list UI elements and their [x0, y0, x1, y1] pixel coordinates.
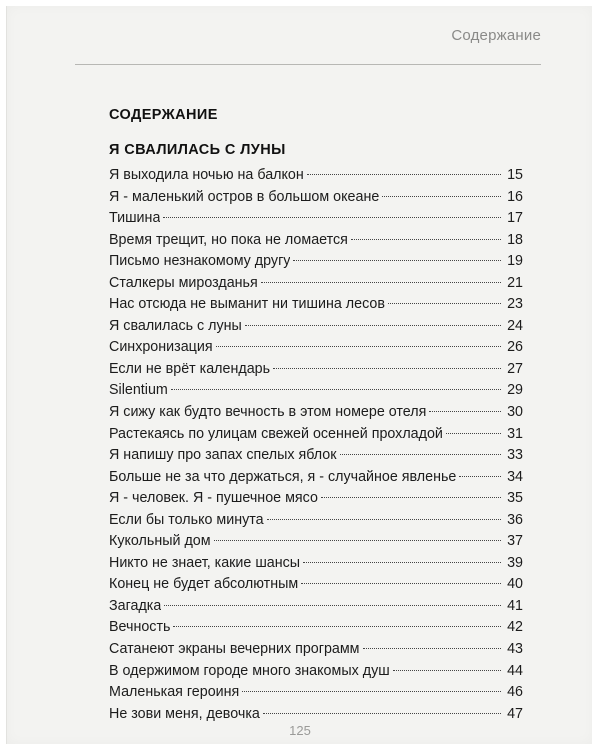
- toc-entry-title: Кукольный дом: [109, 533, 211, 550]
- dot-leader: [393, 670, 501, 671]
- toc-entry-title: Я выходила ночью на балкон: [109, 167, 304, 183]
- toc-entry-title: Синхронизация: [109, 339, 213, 356]
- toc-entry: [109, 488, 523, 510]
- toc-entry: [109, 510, 523, 532]
- dot-leader: [164, 605, 501, 606]
- dot-leader: [173, 626, 501, 627]
- dot-leader: [261, 282, 501, 283]
- toc-entry-title: Если бы только минута: [109, 511, 264, 528]
- toc-entry-page: 27: [507, 360, 523, 377]
- toc-entry: [109, 380, 523, 402]
- toc-entry: [109, 596, 523, 618]
- toc-entry-page: 15: [507, 167, 523, 183]
- toc-entry: [109, 445, 523, 467]
- toc-entry-title: Письмо незнакомому другу: [109, 253, 291, 270]
- toc-entry-page: 42: [507, 619, 523, 636]
- toc-entry: [109, 424, 523, 446]
- toc-entry-page: 23: [507, 296, 523, 313]
- toc-entry-page: 47: [507, 705, 523, 722]
- toc-entry: [109, 402, 523, 424]
- toc-entry-title: Растекаясь по улицам свежей осенней прохладой: [109, 425, 443, 442]
- toc-entry-title: Не зови меня, девочка: [109, 705, 260, 722]
- toc-entry: [109, 467, 523, 489]
- dot-leader: [382, 196, 501, 197]
- toc-list: [109, 165, 523, 725]
- dot-leader: [446, 433, 501, 434]
- toc-entry-page: 17: [507, 210, 523, 227]
- toc-entry: [109, 704, 523, 726]
- toc-entry-title: Больше не за что держаться, я - случайное явленье: [109, 468, 457, 485]
- toc-entry-title: Вечность: [109, 619, 171, 636]
- toc-entry-page: 21: [507, 274, 523, 291]
- dot-leader: [293, 260, 501, 261]
- toc-entry: [109, 682, 523, 704]
- running-header-title: Содержание: [451, 27, 541, 44]
- toc-entry-page: 37: [507, 533, 523, 550]
- toc-entry: [109, 359, 523, 381]
- toc-entry-title: В одержимом городе много знакомых душ: [109, 662, 390, 679]
- toc-entry-page: 16: [507, 188, 523, 205]
- toc-entry: [109, 661, 523, 683]
- dot-leader: [429, 411, 501, 412]
- toc-entry: [109, 273, 523, 295]
- toc-title: СОДЕРЖАНИЕ: [109, 107, 218, 123]
- toc-entry: [109, 187, 523, 209]
- toc-entry-page: 35: [507, 490, 523, 507]
- dot-leader: [388, 303, 501, 304]
- toc-entry-title: Сталкеры мирозданья: [109, 274, 258, 291]
- toc-entry: [109, 639, 523, 661]
- dot-leader: [273, 368, 501, 369]
- dot-leader: [216, 346, 501, 347]
- toc-entry-title: Конец не будет абсолютным: [109, 576, 299, 593]
- toc-entry-title: Загадка: [109, 597, 162, 614]
- toc-entry-page: 31: [507, 425, 523, 442]
- toc-entry-page: 18: [507, 231, 523, 248]
- toc-entry-title: Тишина: [109, 210, 161, 227]
- dot-leader: [340, 454, 501, 455]
- toc-entry-page: 24: [507, 317, 523, 334]
- toc-entry: [109, 165, 523, 187]
- toc-entry-page: 33: [507, 447, 523, 464]
- dot-leader: [303, 562, 501, 563]
- toc-entry: [109, 251, 523, 273]
- toc-entry: [109, 208, 523, 230]
- page-edge: [592, 0, 600, 750]
- toc-entry: [109, 294, 523, 316]
- toc-entry-title: Я сижу как будто вечность в этом номере отеля: [109, 404, 427, 421]
- toc-entry-title: Сатанеют экраны вечерних программ: [109, 641, 360, 658]
- toc-entry-title: Если не врёт календарь: [109, 360, 271, 377]
- section-title: Я СВАЛИЛАСЬ С ЛУНЫ: [109, 142, 286, 158]
- dot-leader: [267, 519, 501, 520]
- toc-entry-title: Я напишу про запах спелых яблок: [109, 447, 337, 464]
- toc-entry: [109, 574, 523, 596]
- toc-entry-page: 26: [507, 339, 523, 356]
- toc-entry-page: 40: [507, 576, 523, 593]
- dot-leader: [242, 691, 501, 692]
- toc-entry-title: Время трещит, но пока не ломается: [109, 231, 348, 248]
- toc-entry-page: 44: [507, 662, 523, 679]
- dot-leader: [321, 497, 501, 498]
- toc-entry-title: Silentium: [109, 382, 168, 399]
- toc-entry-title: Маленькая героиня: [109, 684, 240, 701]
- toc-entry-page: 39: [507, 554, 523, 571]
- dot-leader: [214, 540, 501, 541]
- toc-entry-page: 34: [507, 468, 523, 485]
- toc-entry: [109, 553, 523, 575]
- toc-entry-title: Я - человек. Я - пушечное мясо: [109, 490, 318, 507]
- toc-entry: [109, 316, 523, 338]
- dot-leader: [459, 476, 501, 477]
- toc-entry-page: 36: [507, 511, 523, 528]
- dot-leader: [171, 389, 501, 390]
- toc-entry: [109, 617, 523, 639]
- dot-leader: [301, 583, 501, 584]
- toc-entry-title: Нас отсюда не выманит ни тишина лесов: [109, 296, 385, 313]
- dot-leader: [245, 325, 501, 326]
- toc-entry-title: Я свалилась с луны: [109, 317, 242, 334]
- dot-leader: [263, 713, 501, 714]
- toc-entry-page: 46: [507, 684, 523, 701]
- book-page: [6, 6, 593, 744]
- toc-entry-page: 19: [507, 253, 523, 270]
- page-number: 125: [289, 723, 311, 738]
- toc-entry-page: 41: [507, 597, 523, 614]
- dot-leader: [163, 217, 501, 218]
- running-header: [75, 24, 541, 65]
- toc-entry-page: 43: [507, 641, 523, 658]
- toc-entry: [109, 531, 523, 553]
- toc-entry-page: 29: [507, 382, 523, 399]
- toc-entry-title: Никто не знает, какие шансы: [109, 554, 301, 571]
- toc-entry-title: Я - маленький остров в большом океане: [109, 188, 380, 205]
- toc-entry: [109, 230, 523, 252]
- toc-entry-page: 30: [507, 404, 523, 421]
- dot-leader: [351, 239, 501, 240]
- dot-leader: [307, 174, 501, 175]
- toc-entry: [109, 337, 523, 359]
- dot-leader: [363, 648, 501, 649]
